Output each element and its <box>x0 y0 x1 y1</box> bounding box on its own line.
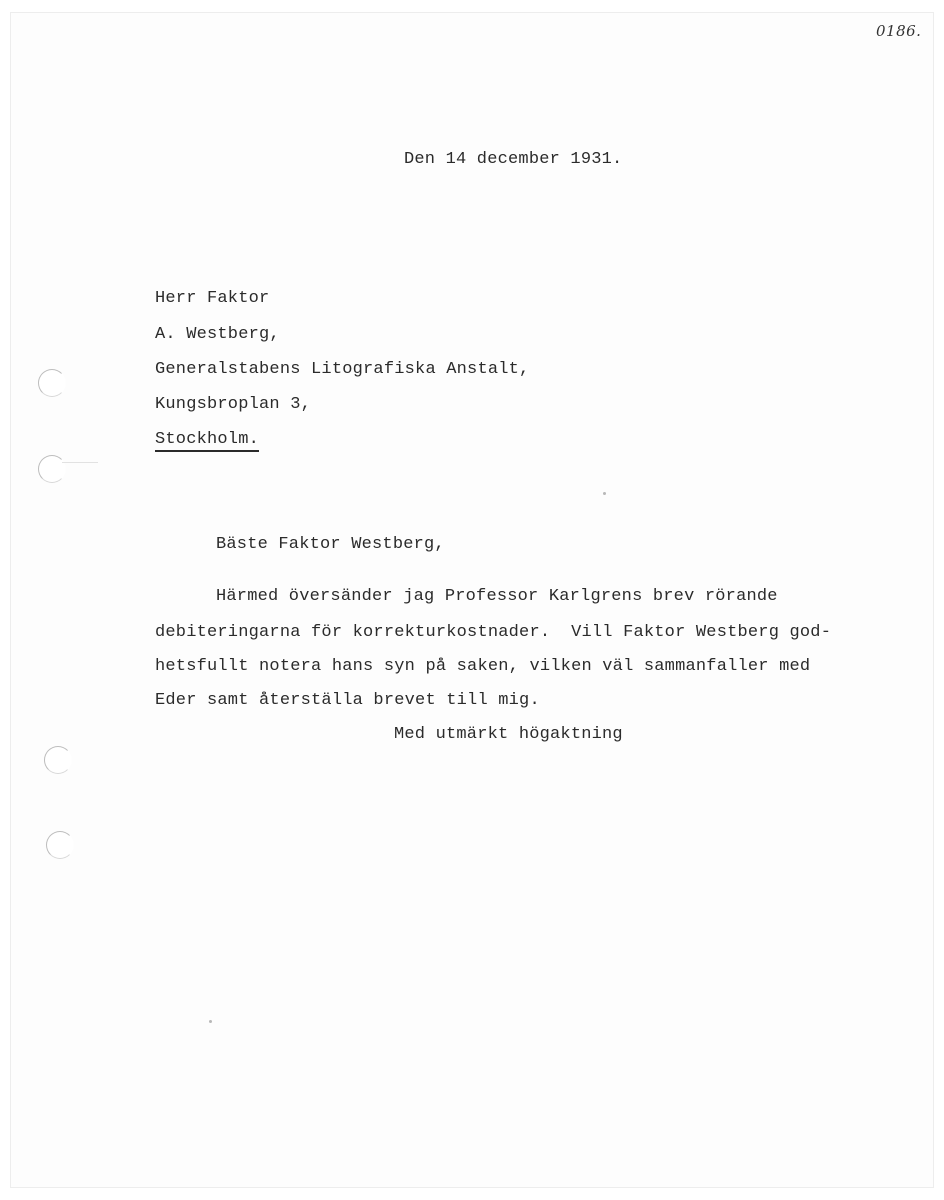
punch-hole-3 <box>44 746 72 774</box>
paper-speck <box>209 1020 212 1023</box>
punch-hole-1 <box>38 369 66 397</box>
body-line-3: hetsfullt notera hans syn på saken, vilken väl sammanfaller med <box>155 657 811 676</box>
archive-number: 0186. <box>876 22 922 40</box>
recipient-city <box>155 430 259 450</box>
punch-hole-4 <box>46 831 74 859</box>
recipient-line-1: Herr Faktor <box>155 289 270 308</box>
closing: Med utmärkt högaktning <box>394 725 623 744</box>
body-line-4: Eder samt återställa brevet till mig. <box>155 691 540 710</box>
body-line-1: Härmed översänder jag Professor Karlgrens brev rörande <box>216 587 778 606</box>
paper-speck <box>603 492 606 495</box>
recipient-line-2: A. Westberg, <box>155 325 280 344</box>
salutation: Bäste Faktor Westberg, <box>216 535 445 554</box>
paper-mark <box>62 462 98 463</box>
body-line-2: debiteringarna för korrekturkostnader. Vill Faktor Westberg god- <box>155 623 832 642</box>
recipient-line-3: Generalstabens Litografiska Anstalt, <box>155 360 530 379</box>
recipient-line-4: Kungsbroplan 3, <box>155 395 312 414</box>
date-line: Den 14 december 1931. <box>404 150 623 169</box>
recipient-city-text: Stockholm. <box>155 430 259 452</box>
punch-hole-2 <box>38 455 66 483</box>
